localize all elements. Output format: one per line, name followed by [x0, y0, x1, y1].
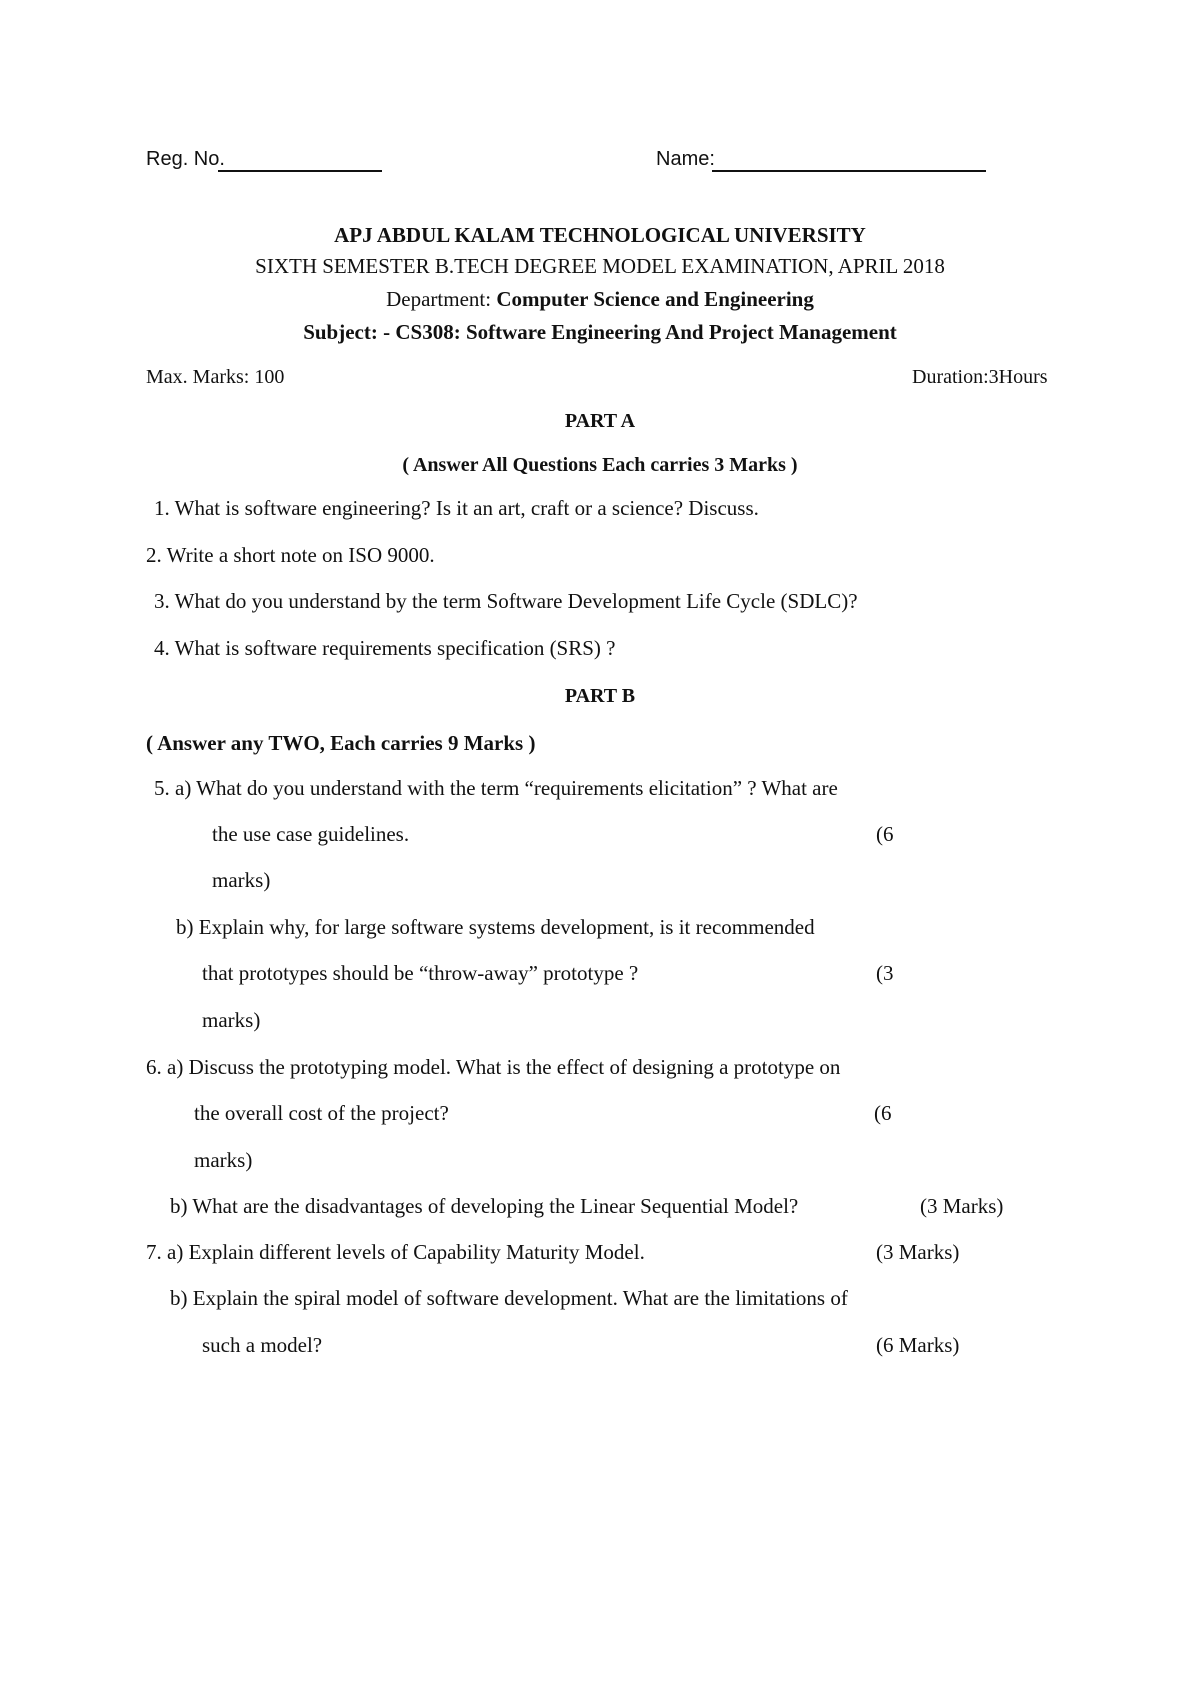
question-6a-line-2: the overall cost of the project?	[194, 1101, 449, 1125]
part-b-instruction: ( Answer any TWO, Each carries 9 Marks )	[146, 731, 536, 755]
question-5a-line-2: the use case guidelines.	[212, 822, 410, 846]
name-label: Name:	[656, 148, 715, 170]
part-a-question-3: 3. What do you understand by the term Software Development Life Cycle (SDLC)?	[154, 589, 858, 613]
question-5b-line-1: b) Explain why, for large software systems development, is it recommended	[176, 915, 815, 939]
subject-line	[0, 320, 1200, 345]
part-a-question-1: 1. What is software engineering? Is it an art, craft or a science? Discuss.	[154, 496, 759, 520]
question-5a-marks-close: marks)	[212, 868, 271, 892]
subject-label: Subject:	[303, 320, 378, 344]
department-value: Computer Science and Engineering	[496, 287, 814, 311]
question-5b-marks: (3	[876, 961, 894, 985]
question-7b-line-2: such a model?	[202, 1333, 323, 1357]
department-line	[0, 287, 1200, 312]
question-7a-marks: (3 Marks)	[876, 1240, 960, 1264]
part-a-heading: PART A	[564, 410, 636, 432]
name-blank	[712, 170, 986, 172]
duration: Duration:3Hours	[912, 366, 1048, 388]
question-5a-line-1: 5. a) What do you understand with the term “requirements elicitation” ? What are	[154, 776, 838, 800]
question-5a-marks: (6	[876, 822, 894, 846]
question-6a-line-1: 6. a) Discuss the prototyping model. What is the effect of designing a prototype on	[146, 1055, 841, 1079]
question-7b-line-1: b) Explain the spiral model of software development. What are the limitations of	[170, 1286, 848, 1310]
university-title: APJ ABDUL KALAM TECHNOLOGICAL UNIVERSITY	[334, 223, 866, 247]
question-6a-marks-close: marks)	[194, 1148, 253, 1172]
question-6a-marks: (6	[874, 1101, 892, 1125]
question-6b-marks: (3 Marks)	[920, 1194, 1004, 1218]
question-5b-line-2: that prototypes should be “throw-away” prototype ?	[202, 961, 639, 985]
department-label: Department:	[386, 287, 492, 311]
exam-title: SIXTH SEMESTER B.TECH DEGREE MODEL EXAMINATION, APRIL 2018	[255, 254, 945, 278]
part-b-heading: PART B	[564, 685, 636, 707]
part-a-question-4: 4. What is software requirements specification (SRS) ?	[154, 636, 616, 660]
subject-value: - CS308: Software Engineering And Project Management	[383, 320, 897, 344]
part-a-instruction: ( Answer All Questions Each carries 3 Marks )	[402, 454, 798, 476]
max-marks: Max. Marks: 100	[146, 366, 285, 388]
question-7a-line-1: 7. a) Explain different levels of Capability Maturity Model.	[146, 1240, 645, 1264]
part-a-question-2: 2. Write a short note on ISO 9000.	[146, 543, 435, 567]
question-6b-line-1: b) What are the disadvantages of developing the Linear Sequential Model?	[170, 1194, 799, 1218]
reg-no-blank	[218, 170, 382, 172]
question-7b-marks: (6 Marks)	[876, 1333, 960, 1357]
reg-no-label: Reg. No.	[146, 148, 225, 170]
question-5b-marks-close: marks)	[202, 1008, 261, 1032]
